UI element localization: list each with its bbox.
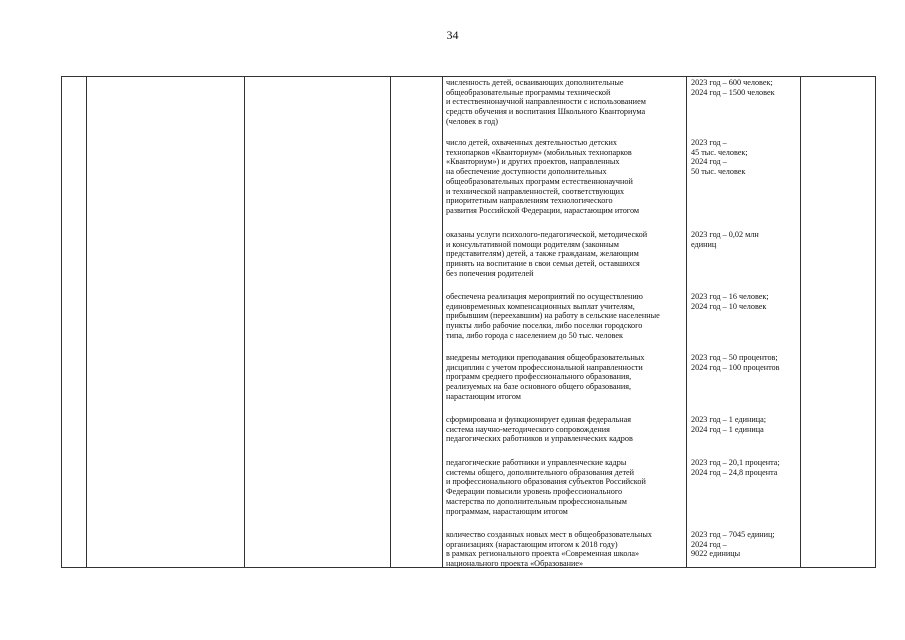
text-line: единовременных компенсационных выплат учителям, (446, 301, 635, 311)
column-divider (86, 76, 87, 568)
column-divider (390, 76, 391, 568)
text-line: 50 тыс. человек (691, 167, 746, 177)
text-line: общеобразовательные программы технической (446, 87, 611, 97)
text-line: 45 тыс. человек; (691, 147, 748, 157)
text-line: мастерства по дополнительным профессиональным (446, 496, 627, 506)
text-line: 2023 год – 0,02 млн (691, 230, 759, 239)
text-line: представителям) детей, а также гражданам, желающим (446, 249, 639, 259)
text-line: 2024 год – (691, 157, 727, 167)
text-line: общеобразовательных программ естественнонаучной (446, 176, 633, 186)
text-line: системы общего, дополнительного образования детей (446, 467, 635, 477)
text-line: 2023 год – (691, 138, 727, 147)
text-line: на обеспечение доступности дополнительных (446, 167, 607, 177)
text-line: 2023 год – 20,1 процента; (691, 458, 780, 467)
text-line: внедрены методики преподавания общеобразовательных (446, 353, 645, 362)
text-line: (человек в год) (446, 116, 498, 126)
indicator-text (446, 458, 646, 516)
indicator-text (446, 530, 652, 569)
result-value (691, 292, 769, 311)
text-line: 2024 год – (691, 539, 727, 549)
text-line: типа, либо города с населением до 50 тыс. человек (446, 330, 624, 340)
text-line: 2024 год – 1500 человек (691, 87, 775, 97)
text-line: число детей, охваченных деятельностью детских (446, 138, 618, 147)
indicator-text (446, 415, 633, 444)
text-line: без попечения родителей (446, 268, 534, 278)
text-line: средств обучения и воспитания Школьного Кванториума (446, 107, 646, 117)
text-line: 2023 год – 16 человек; (691, 292, 769, 301)
page-number: 34 (446, 28, 459, 42)
result-value (691, 138, 748, 177)
text-line: 2023 год – 7045 единиц; (691, 530, 775, 539)
text-line: оказаны услуги психолого-педагогической, методической (446, 230, 648, 239)
text-line: и консультативной помощи родителям (законным (446, 239, 619, 249)
text-line: 2024 год – 10 человек (691, 301, 767, 311)
text-line: реализуемых на базе основного общего образования, (446, 382, 632, 392)
text-line: приоритетным направлениям технологического (446, 196, 613, 206)
text-line: сформирована и функционирует единая федеральная (446, 415, 632, 424)
text-line: пункты либо рабочие поселки, либо поселки городского (446, 321, 643, 331)
text-line: количество созданных новых мест в общеобразовательных (446, 530, 652, 539)
text-line: педагогических работников и управленческих кадров (446, 434, 633, 444)
text-line: принять на воспитание в свои семьи детей, оставшихся (446, 259, 640, 269)
column-divider (244, 76, 245, 568)
text-line: программ среднего профессионального образования, (446, 372, 632, 382)
column-divider (442, 76, 443, 568)
text-line: численность детей, осваивающих дополнительные (446, 78, 624, 87)
text-line: организациях (нарастающим итогом к 2018 году) (446, 539, 618, 549)
text-line: единиц (691, 239, 717, 249)
result-value (691, 530, 775, 559)
column-divider (800, 76, 801, 568)
result-value (691, 415, 766, 434)
indicator-text (446, 292, 660, 341)
indicator-text (446, 78, 646, 127)
indicator-text (446, 230, 647, 279)
result-value (691, 353, 780, 372)
text-line: прибывшим (переехавшим) на работу в сельские населенные (446, 311, 660, 321)
indicator-text (446, 353, 644, 402)
text-line: национального проекта «Образование» (446, 559, 584, 569)
text-line: 2024 год – 100 процентов (691, 362, 780, 372)
text-line: программам, нарастающим итогом (446, 506, 568, 516)
result-value (691, 230, 759, 249)
text-line: 9022 единицы (691, 549, 741, 559)
text-line: дисциплин с учетом профессиональной направленности (446, 362, 643, 372)
text-line: 2023 год – 600 человек; (691, 78, 773, 87)
text-line: 2023 год – 50 процентов; (691, 353, 778, 362)
text-line: нарастающим итогом (446, 391, 521, 401)
text-line: обеспечена реализация мероприятий по осуществлению (446, 292, 643, 301)
text-line: и технической направленностей, соответствующих (446, 186, 625, 196)
text-line: и профессионального образования субъектов Российской (446, 477, 646, 487)
column-divider (686, 76, 687, 568)
text-line: система научно-методического сопровождения (446, 424, 610, 434)
result-value (691, 458, 780, 477)
text-line: 2023 год – 1 единица; (691, 415, 767, 424)
result-value (691, 78, 775, 97)
text-line: в рамках регионального проекта «Современная школа» (446, 549, 640, 559)
text-line: 2024 год – 24,8 процента (691, 467, 778, 477)
text-line: Федерации повысили уровень профессионального (446, 487, 623, 497)
text-line: развития Российской Федерации, нарастающим итогом (446, 205, 640, 215)
text-line: 2024 год – 1 единица (691, 424, 764, 434)
text-line: «Кванториум») и других проектов, направленных (446, 157, 620, 167)
indicator-text (446, 138, 639, 216)
text-line: технопарков «Кванториум» (мобильных технопарков (446, 147, 632, 157)
text-line: педагогические работники и управленческие кадры (446, 458, 627, 467)
text-line: и естественнонаучной направленности с использованием (446, 97, 646, 107)
